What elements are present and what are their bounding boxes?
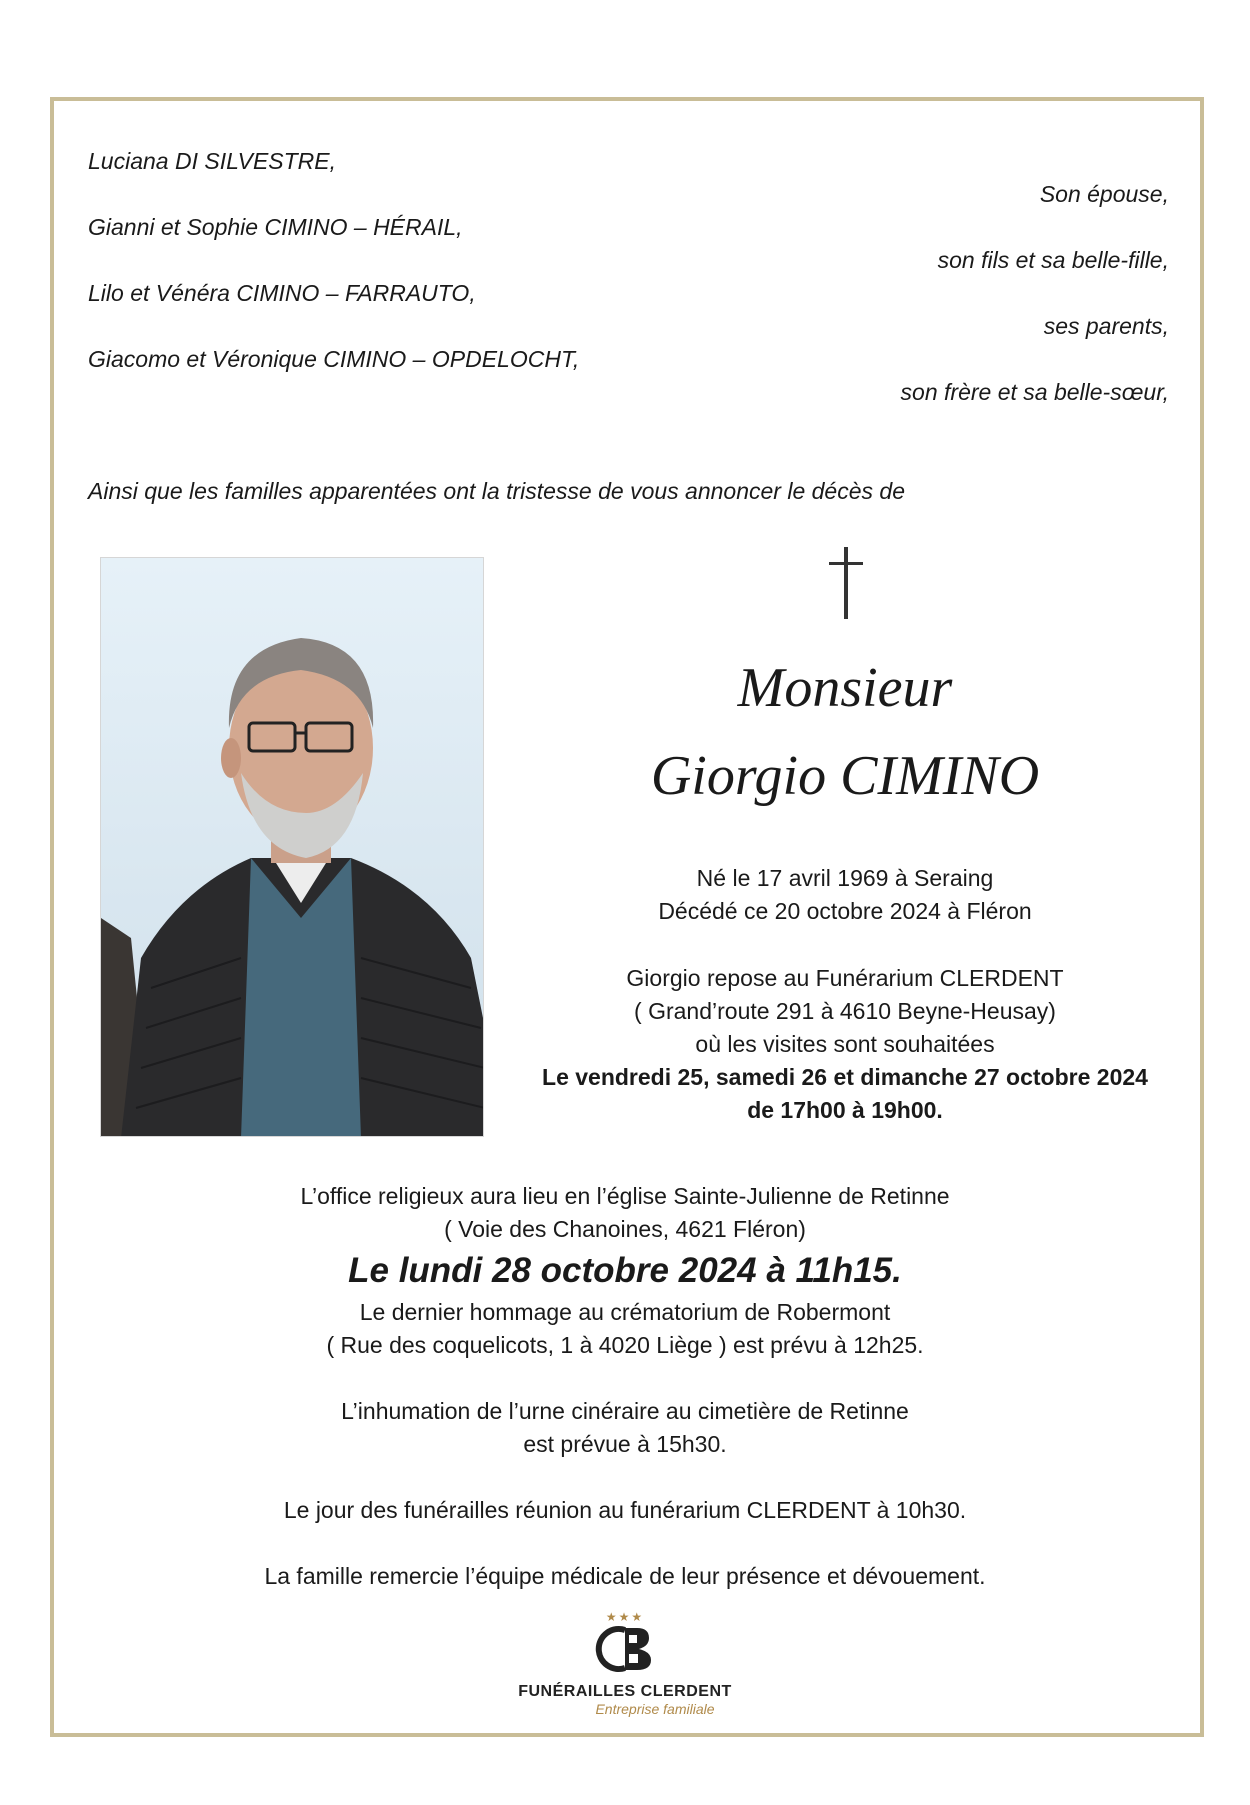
visitation-line: Giorgio repose au Funérarium CLERDENT	[626, 965, 1064, 991]
ceremony-line: Le jour des funérailles réunion au funérarium CLERDENT à 10h30.	[283, 1497, 967, 1523]
ceremony-address: ( Voie des Chanoines, 4621 Fléron)	[444, 1216, 806, 1242]
birth-line: Né le 17 avril 1969 à Seraing	[696, 865, 994, 891]
visitation-info	[510, 962, 1180, 1127]
family-member-name: Giacomo et Véronique CIMINO – OPDELOCHT,	[88, 346, 580, 372]
announcement-intro: Ainsi que les familles apparentées ont la tristesse de vous annoncer le décès de	[88, 478, 905, 504]
ceremony-info	[60, 1180, 1190, 1593]
family-member-name: Lilo et Vénéra CIMINO – FARRAUTO,	[88, 280, 476, 306]
cross-icon	[826, 547, 866, 619]
clerdent-logo	[505, 1610, 745, 1717]
family-member-relation: ses parents,	[1043, 313, 1169, 339]
family-member-name: Gianni et Sophie CIMINO – HÉRAIL,	[88, 214, 463, 240]
ceremony-line: est prévue à 15h30.	[523, 1431, 727, 1457]
family-member-name: Luciana DI SILVESTRE,	[88, 148, 337, 174]
family-member-relation: son fils et sa belle-fille,	[937, 247, 1169, 273]
deceased-dates	[510, 862, 1180, 928]
logo-stars: ★★★	[605, 1610, 645, 1624]
family-member-relation: Son épouse,	[1039, 181, 1169, 207]
ceremony-line: L’inhumation de l’urne cinéraire au cimetière de Retinne	[341, 1398, 909, 1424]
deceased-title: Monsieur	[737, 657, 953, 719]
thanks-line: La famille remercie l’équipe médicale de leur présence et dévouement.	[264, 1563, 986, 1589]
ceremony-date: Le lundi 28 octobre 2024 à 11h15.	[348, 1251, 902, 1290]
logo-tagline: Entreprise familiale	[595, 1701, 715, 1717]
visitation-address: ( Grand’route 291 à 4610 Beyne-Heusay)	[634, 998, 1056, 1024]
visitation-hours: de 17h00 à 19h00.	[747, 1097, 943, 1123]
logo-brand: FUNÉRAILLES CLERDENT	[518, 1683, 732, 1700]
family-member-relation: son frère et sa belle-sœur,	[900, 379, 1169, 405]
logo-monogram-icon	[595, 1624, 655, 1674]
deceased-name: Giorgio CIMINO	[650, 745, 1040, 807]
death-line: Décédé ce 20 octobre 2024 à Fléron	[658, 898, 1032, 924]
visitation-line: où les visites sont souhaitées	[695, 1031, 995, 1057]
visitation-days: Le vendredi 25, samedi 26 et dimanche 27 octobre 2024	[542, 1064, 1148, 1090]
ceremony-line: Le dernier hommage au crématorium de Robermont	[359, 1299, 891, 1325]
ceremony-line: L’office religieux aura lieu en l’église Sainte-Julienne de Retinne	[300, 1183, 950, 1209]
portrait-photo	[100, 557, 484, 1137]
ceremony-line: ( Rue des coquelicots, 1 à 4020 Liège ) est prévu à 12h25.	[326, 1332, 924, 1358]
